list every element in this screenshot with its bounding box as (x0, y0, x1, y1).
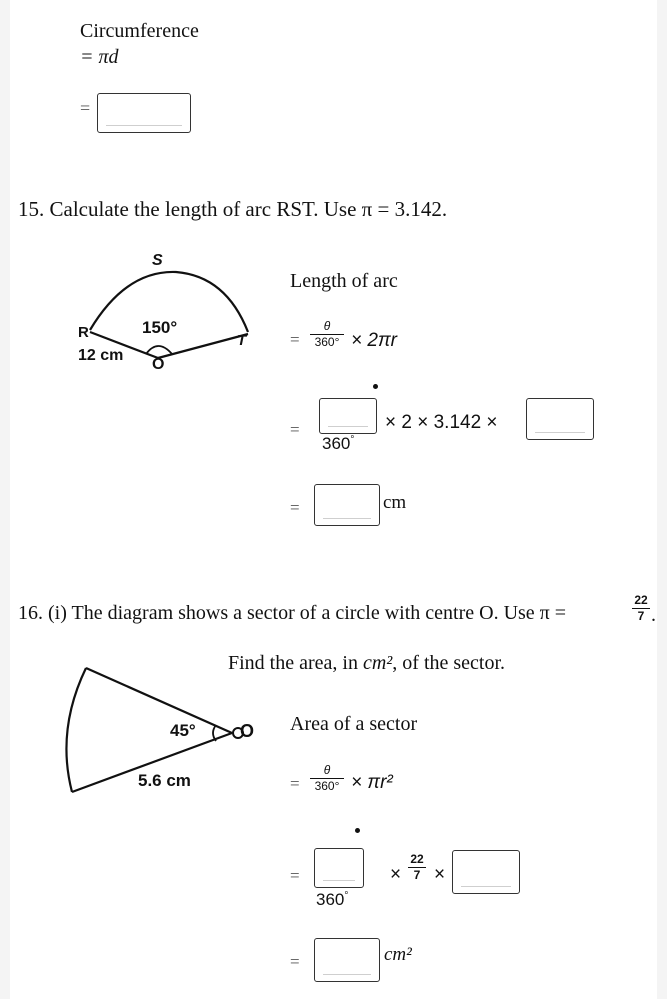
circumference-formula: = πd (80, 46, 119, 68)
q16-fraction-numerator: θ (323, 763, 331, 777)
angle-arc-150 (146, 346, 172, 354)
bleed-through-artifact (48, 265, 51, 277)
formula-2pir: × 2πr (351, 330, 397, 351)
q15-step2-middle: × 2 × 3.142 × (385, 412, 498, 433)
q15-eq-2: = (290, 420, 300, 439)
q16-eq-2: = (290, 866, 300, 885)
q15-eq-3: = (290, 498, 300, 517)
radius-12-label: 12 cm (78, 347, 124, 364)
q16-instruction: Find the area, in cm², of the sector. (228, 652, 506, 674)
q16-unit-cm2: cm² (384, 944, 412, 965)
theta-over-360-fraction (310, 320, 344, 349)
sector-arc (66, 668, 86, 792)
pi-numerator: 22 (634, 593, 648, 607)
radius-5-6-label: 5.6 cm (138, 771, 191, 790)
q15-heading: 15. Calculate the length of arc RST. Use π = 3.142. (18, 197, 448, 221)
q16-times-1: × (390, 864, 402, 885)
label-r: R (78, 324, 89, 341)
fraction-denominator: 360° (314, 335, 340, 349)
q16-angle-box[interactable] (314, 848, 364, 888)
q16-degree-dot (355, 828, 360, 833)
q16-heading: 16. (i) The diagram shows a sector of a circle with centre O. Use π = (18, 602, 567, 624)
q16-eq-3: = (290, 952, 300, 971)
q16-eq-1: = (290, 774, 300, 793)
pi-denominator: 7 (637, 609, 645, 623)
q16-7-denominator: 7 (413, 868, 421, 882)
q14-answer-box[interactable] (97, 93, 191, 133)
q15-radius-box[interactable] (526, 398, 594, 440)
label-centre-o: O (240, 721, 255, 741)
circumference-label: Circumference (80, 20, 199, 42)
q15-answer-box[interactable] (314, 484, 380, 526)
q15-unit-cm: cm (383, 492, 407, 513)
q16-theta-fraction (310, 764, 344, 793)
q16-step2-denominator: 360° (316, 890, 349, 909)
angle-45-label: 45° (170, 721, 196, 740)
q16-22-numerator: 22 (410, 852, 424, 866)
label-s: S (152, 252, 163, 269)
q16-answer-box[interactable] (314, 938, 380, 982)
page-left-edge (0, 0, 10, 999)
sector-radius-top (86, 668, 232, 733)
q15-step2-denominator: 360° (322, 434, 355, 453)
area-of-sector-label: Area of a sector (290, 713, 418, 735)
q16-22-over-7 (408, 853, 426, 882)
q14-equals: = (80, 98, 91, 118)
q16-times-2: × (434, 864, 446, 885)
q16-radius-box[interactable] (452, 850, 520, 894)
label-o: O (152, 356, 165, 373)
label-t: T (237, 332, 247, 349)
pi-22-over-7 (632, 594, 650, 623)
q15-eq-1: = (290, 330, 300, 349)
q16-fraction-denominator: 360° (314, 779, 340, 793)
page-right-edge (657, 0, 667, 999)
length-of-arc-label: Length of arc (290, 270, 398, 292)
degree-dot (373, 384, 378, 389)
q16-heading-period: . (651, 604, 656, 626)
angle-150-label: 150° (142, 318, 178, 337)
fraction-numerator: θ (323, 319, 331, 333)
formula-pir2: × πr² (351, 772, 393, 793)
q15-angle-box[interactable] (319, 398, 377, 434)
